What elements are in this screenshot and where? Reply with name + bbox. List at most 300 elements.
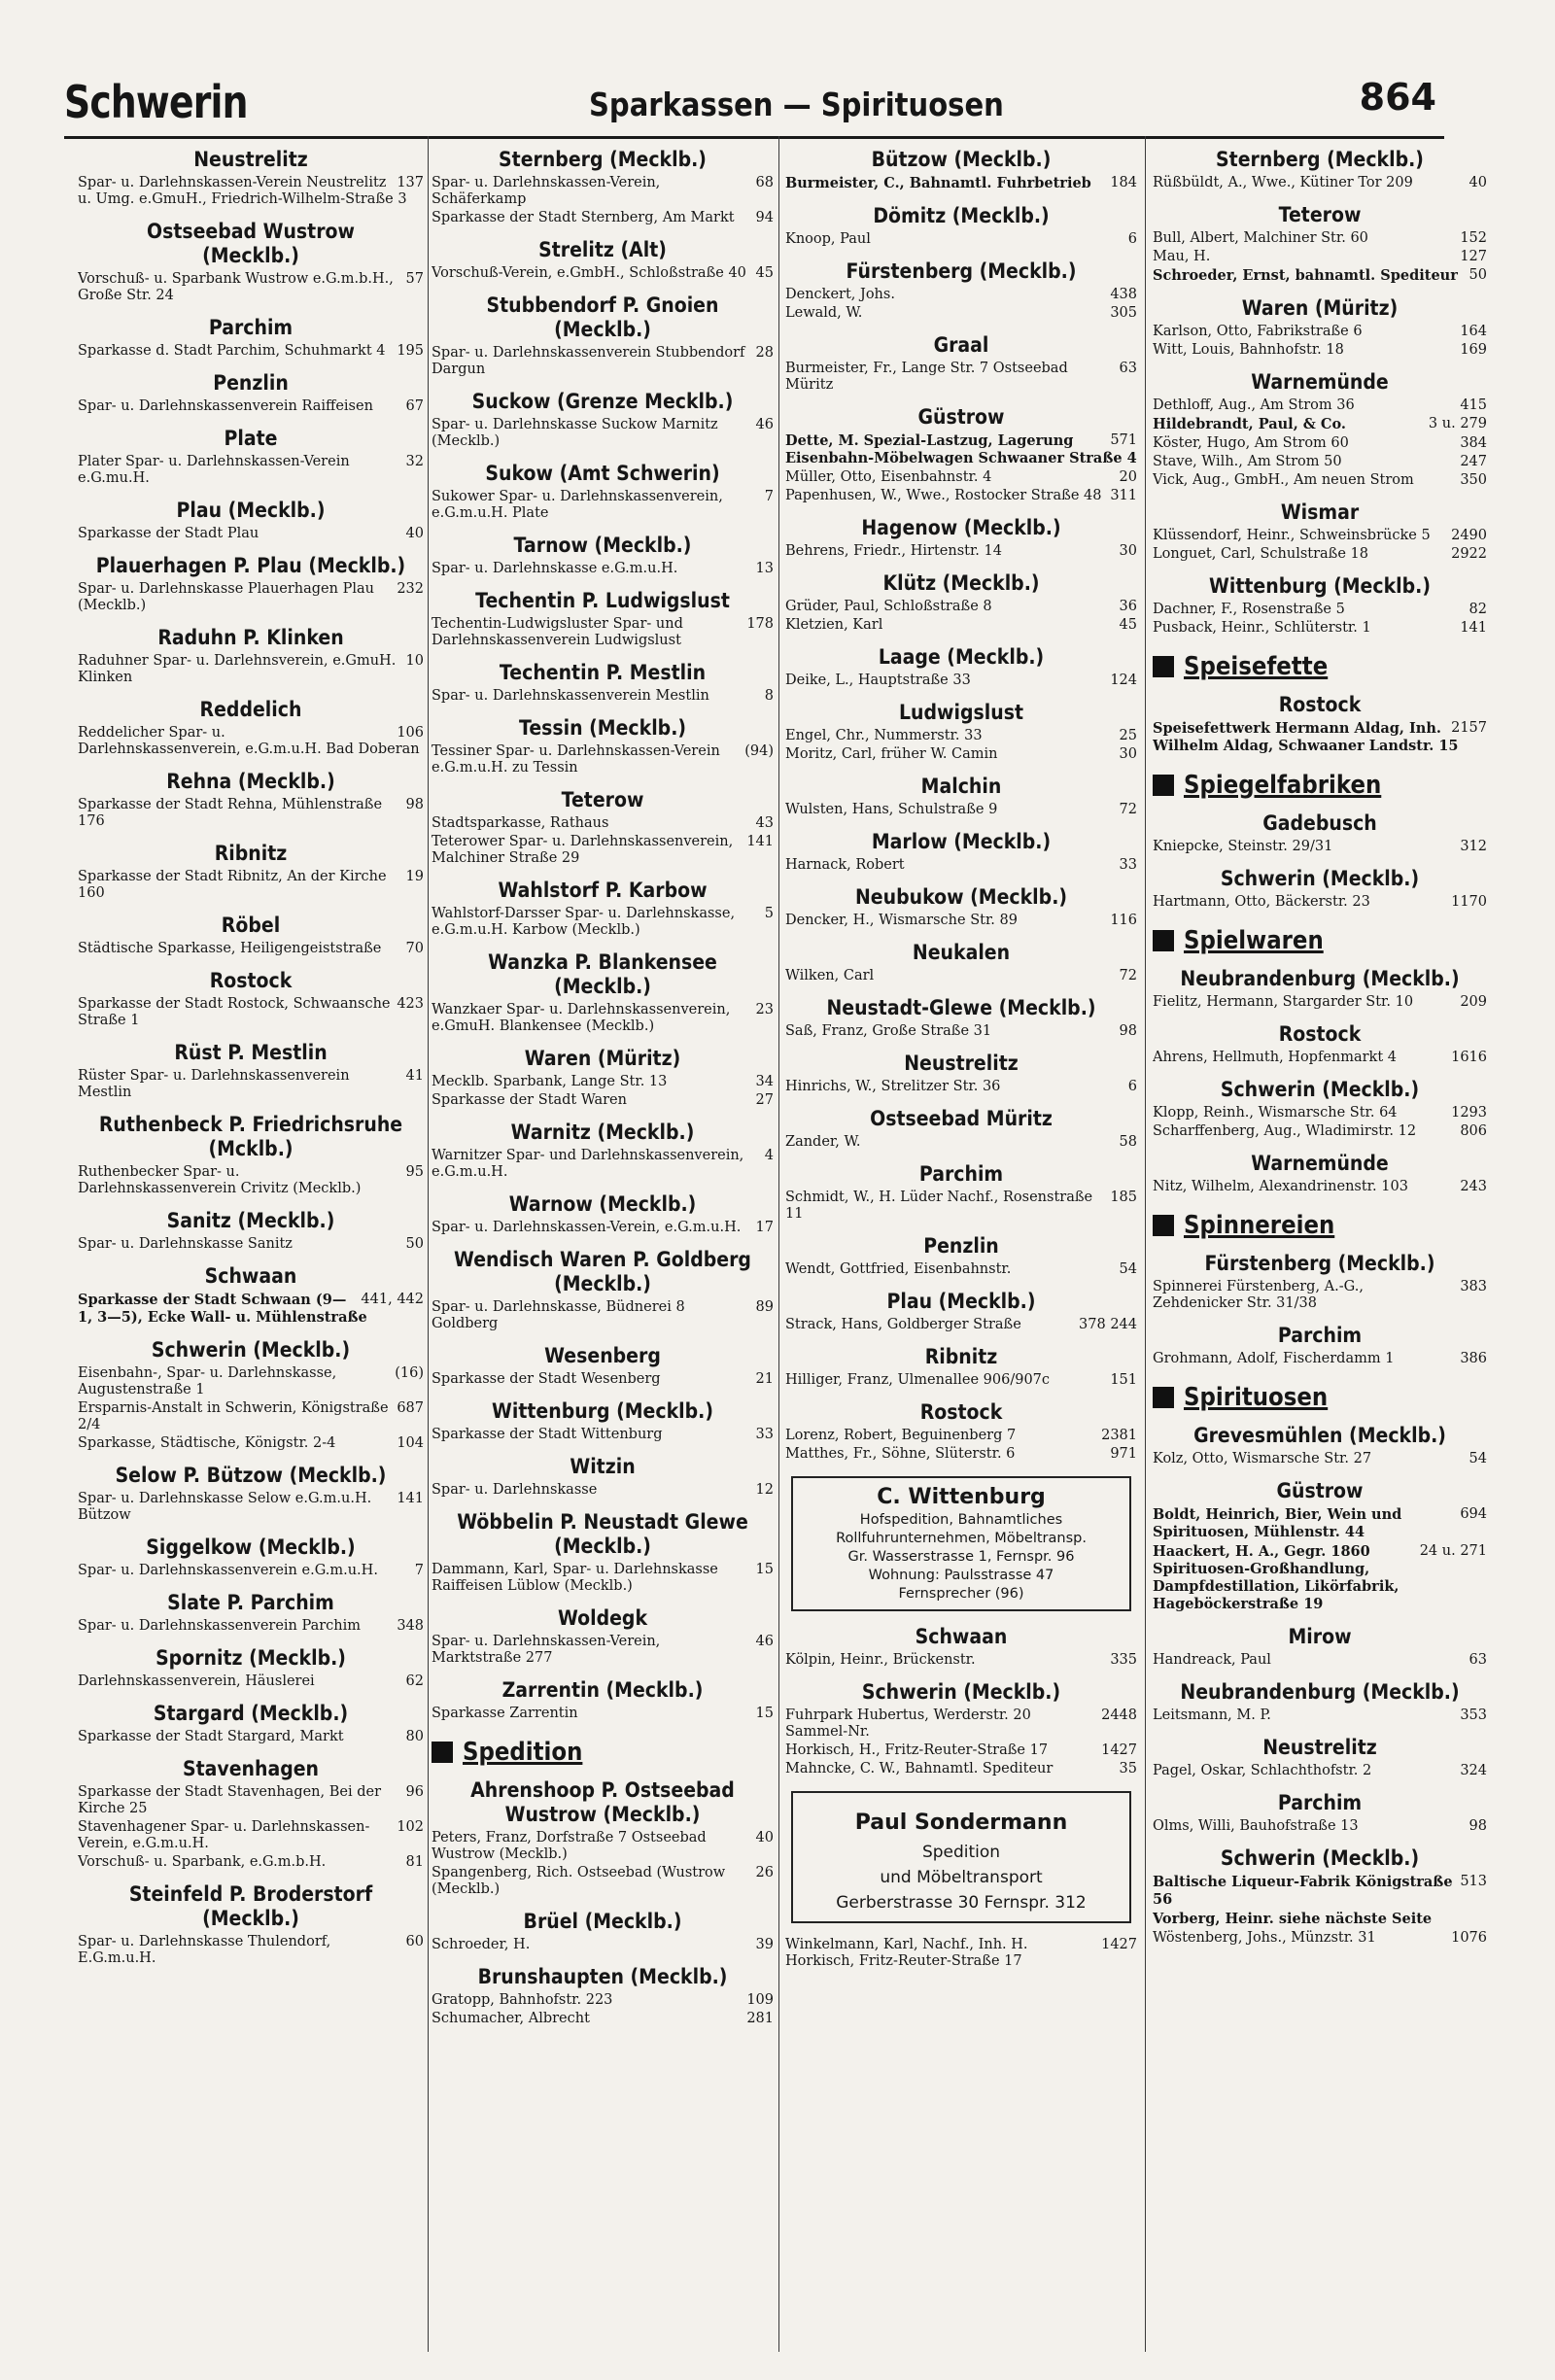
directory-entry xyxy=(432,1092,774,1109)
phone-number: 2922 xyxy=(1451,546,1487,562)
phone-number: 20 xyxy=(1119,469,1137,485)
entry-text: Fielitz, Hermann, Stargarder Str. 10 xyxy=(1153,994,1414,1010)
phone-number: 63 xyxy=(1119,361,1137,376)
directory-entry xyxy=(785,1134,1137,1151)
directory-entry xyxy=(1153,230,1487,247)
advertisement-line: Spedition xyxy=(921,1843,1001,1862)
phone-number: 1076 xyxy=(1451,1930,1487,1946)
entry-text: Spar- u. Darlehnskasse, Büdnerei 8 Goldberg xyxy=(432,1299,685,1331)
entry-text: Spar- u. Darlehnskassen-Verein, Schäferkamp xyxy=(432,175,661,207)
place-heading: Neustadt-Glewe (Mecklb.) xyxy=(826,996,1096,1019)
phone-number: 30 xyxy=(1119,746,1137,762)
entry-text: Sparkasse Zarrentin xyxy=(432,1706,578,1721)
place-heading: Schwerin (Mecklb.) xyxy=(1220,1078,1420,1101)
place-heading: Bützow (Mecklb.) xyxy=(871,148,1052,171)
entry-text: Hilliger, Franz, Ulmenallee 906/907c xyxy=(785,1372,1051,1388)
directory-entry xyxy=(432,834,774,867)
entry-text: Spar- u. Darlehnskasse Suckow Marnitz (Mecklb.) xyxy=(432,417,718,449)
place-heading: Wanzka P. Blankensee (Mecklb.) xyxy=(488,950,717,998)
directory-entry xyxy=(785,913,1137,929)
directory-entry xyxy=(78,1292,424,1327)
directory-entry xyxy=(1153,1123,1487,1140)
place-heading: Neustrelitz xyxy=(193,148,308,171)
place-heading: Schwaan xyxy=(915,1625,1008,1648)
entry-text: Moritz, Carl, früher W. Camin xyxy=(785,746,998,762)
directory-entry xyxy=(785,1446,1137,1463)
place-heading: Plauerhagen P. Plau (Mecklb.) xyxy=(95,554,406,577)
phone-number: 39 xyxy=(755,1937,774,1952)
phone-number: 441, 442 xyxy=(361,1292,424,1307)
directory-entry xyxy=(78,1365,424,1398)
directory-entry xyxy=(785,728,1137,744)
category-heading xyxy=(1153,652,1487,681)
place-heading: Laage (Mecklb.) xyxy=(878,645,1045,669)
entry-text: Plater Spar- u. Darlehnskassen-Verein e.G.mu.H. xyxy=(78,454,350,486)
directory-entry xyxy=(432,1148,774,1181)
phone-number: 81 xyxy=(405,1854,424,1870)
directory-entry xyxy=(78,941,424,957)
phone-number: 96 xyxy=(405,1784,424,1800)
entry-text: Papenhusen, W., Wwe., Rostocker Straße 48 xyxy=(785,488,1102,503)
phone-number: 46 xyxy=(755,1634,774,1649)
place-heading: Techentin P. Mestlin xyxy=(499,661,707,684)
entry-text: Spar- u. Darlehnskassenverein Mestlin xyxy=(432,688,709,704)
directory-entry xyxy=(1153,1818,1487,1835)
category-marker xyxy=(432,1742,453,1763)
place-heading: Fürstenberg (Mecklb.) xyxy=(1204,1252,1435,1275)
phone-number: 423 xyxy=(397,996,424,1012)
place-heading: Sternberg (Mecklb.) xyxy=(1216,148,1424,171)
phone-number: 23 xyxy=(755,1002,774,1018)
place-heading: Sternberg (Mecklb.) xyxy=(499,148,707,171)
place-heading: Strelitz (Alt) xyxy=(538,238,667,261)
entry-text: Deike, L., Hauptstraße 33 xyxy=(785,673,971,688)
category-label: Spiegelfabriken xyxy=(1184,771,1382,800)
phone-number: 94 xyxy=(755,210,774,225)
category-marker xyxy=(1153,775,1174,796)
phone-number: 109 xyxy=(746,1992,774,2008)
phone-number: 62 xyxy=(405,1673,424,1689)
place-heading: Parchim xyxy=(1277,1791,1363,1814)
entry-text: Eisenbahn-, Spar- u. Darlehnskasse, Augustenstraße 1 xyxy=(78,1365,337,1397)
place-heading: Neustrelitz xyxy=(1262,1736,1377,1759)
directory-entry xyxy=(432,743,774,776)
phone-number: 184 xyxy=(1110,175,1137,190)
entry-text: Sparkasse der Stadt Stargard, Markt xyxy=(78,1729,344,1744)
advertisement-line: Fernsprecher (96) xyxy=(898,1586,1024,1602)
directory-entry xyxy=(1153,1543,1487,1613)
directory-entry xyxy=(1153,1652,1487,1669)
entry-text: Mahncke, C. W., Bahnamtl. Spediteur xyxy=(785,1761,1054,1776)
entry-text: Mau, H. xyxy=(1153,249,1211,264)
page-header xyxy=(64,76,1444,139)
advertisement-title: Paul Sondermann xyxy=(854,1811,1068,1835)
directory-entry xyxy=(785,488,1137,504)
directory-entry xyxy=(432,616,774,649)
entry-text: Vorberg, Heinr. siehe nächste Seite xyxy=(1153,1911,1433,1927)
phone-number: 15 xyxy=(755,1706,774,1721)
entry-text: Vorschuß- u. Sparbank Wustrow e.G.m.b.H., Große Str. 24 xyxy=(78,271,394,303)
entry-text: Spar- u. Darlehnskassen-Verein, e.G.m.u.H. xyxy=(432,1220,742,1235)
phone-number: 54 xyxy=(1469,1451,1487,1466)
phone-number: 1293 xyxy=(1451,1105,1487,1121)
directory-entry xyxy=(785,1261,1137,1278)
column-divider xyxy=(1145,136,1146,2352)
phone-number: 21 xyxy=(755,1371,774,1387)
directory-entry xyxy=(785,617,1137,634)
entry-text: Sukower Spar- u. Darlehnskassenverein, e.G.m.u.H. Plate xyxy=(432,489,723,521)
entry-text: Teterower Spar- u. Darlehnskassenverein, Malchiner Straße 29 xyxy=(432,834,734,866)
entry-text: Sparkasse der Stadt Plau xyxy=(78,526,259,541)
directory-entry xyxy=(785,802,1137,818)
entry-text: Sparkasse der Stadt Wesenberg xyxy=(432,1371,661,1387)
entry-text: Sparkasse der Stadt Rostock, Schwaansche Straße 1 xyxy=(78,996,391,1028)
phone-number: 7 xyxy=(764,489,774,504)
entry-text: Dette, M. Spezial-Lastzug, Lagerung Eisenbahn-Möbelwagen Schwaaner Straße 4 xyxy=(785,432,1137,466)
phone-number: 72 xyxy=(1119,968,1137,983)
directory-entry xyxy=(78,1491,424,1524)
entry-text: Peters, Franz, Dorfstraße 7 Ostseebad Wustrow (Mecklb.) xyxy=(432,1830,707,1862)
entry-text: Boldt, Heinrich, Bier, Wein und Spirituosen, Mühlenstr. 44 xyxy=(1153,1506,1402,1540)
phone-number: 50 xyxy=(405,1236,424,1252)
directory-entry xyxy=(1153,324,1487,340)
entry-text: Müller, Otto, Eisenbahnstr. 4 xyxy=(785,469,992,485)
place-heading: Ribnitz xyxy=(924,1345,998,1368)
directory-entry xyxy=(432,561,774,577)
entry-text: Saß, Franz, Große Straße 31 xyxy=(785,1023,992,1039)
place-heading: Penzlin xyxy=(213,371,289,395)
place-heading: Schwerin (Mecklb.) xyxy=(1220,1846,1420,1870)
directory-entry xyxy=(785,469,1137,486)
category-heading xyxy=(1153,1211,1487,1240)
category-marker xyxy=(1153,1215,1174,1236)
phone-number: 247 xyxy=(1460,454,1487,469)
place-heading: Techentin P. Ludwigslust xyxy=(475,589,730,612)
directory-entry xyxy=(78,1400,424,1433)
entry-text: Dethloff, Aug., Am Strom 36 xyxy=(1153,397,1355,413)
directory-entry xyxy=(432,1002,774,1035)
directory-entry xyxy=(785,746,1137,763)
place-heading: Röbel xyxy=(221,914,281,937)
place-heading: Neubukow (Mecklb.) xyxy=(854,885,1068,909)
entry-text: Spar- u. Darlehnskassen-Verein Neustrelitz u. Umg. e.GmuH., Friedrich-Wilhelm-Straße 3 xyxy=(78,175,407,207)
phone-number: 19 xyxy=(405,869,424,884)
directory-entry xyxy=(1153,546,1487,563)
phone-number: 348 xyxy=(397,1618,424,1634)
place-heading: Graal xyxy=(933,333,989,357)
place-heading: Sukow (Amt Schwerin) xyxy=(485,462,720,485)
directory-entry xyxy=(1153,1179,1487,1195)
entry-text: Matthes, Fr., Söhne, Slüterstr. 6 xyxy=(785,1446,1016,1462)
entry-text: Spar- u. Darlehnskasse Thulendorf, E.G.m.u.H. xyxy=(78,1934,331,1966)
directory-entry xyxy=(432,1074,774,1090)
directory-entry xyxy=(78,454,424,487)
column-2 xyxy=(432,136,774,2362)
place-heading: Schwerin (Mecklb.) xyxy=(861,1680,1061,1704)
directory-entry xyxy=(785,543,1137,560)
phone-number: 178 xyxy=(746,616,774,632)
entry-text: Spinnerei Fürstenberg, A.-G., Zehdenicker Str. 31/38 xyxy=(1153,1279,1364,1311)
advertisement-line: Rollfuhrunternehmen, Möbeltransp. xyxy=(836,1531,1087,1546)
place-heading: Penzlin xyxy=(923,1234,999,1258)
directory-entry xyxy=(432,417,774,450)
phone-number: 35 xyxy=(1119,1761,1137,1776)
place-heading: Ostseebad Wustrow (Mecklb.) xyxy=(146,220,355,267)
directory-entry xyxy=(1153,454,1487,470)
directory-entry xyxy=(785,968,1137,984)
entry-text: Behrens, Friedr., Hirtenstr. 14 xyxy=(785,543,1002,559)
place-heading: Ostseebad Müritz xyxy=(870,1107,1053,1130)
directory-entry xyxy=(1153,720,1487,755)
entry-text: Spar- u. Darlehnskassenverein Stubbendorf Dargun xyxy=(432,345,745,377)
category-label: Spielwaren xyxy=(1184,926,1324,955)
entry-text: Stavenhagener Spar- u. Darlehnskassen-Verein, e.G.m.u.H. xyxy=(78,1819,370,1851)
directory-entry xyxy=(785,1707,1137,1741)
entry-text: Grüder, Paul, Schloßstraße 8 xyxy=(785,599,992,614)
phone-number: 17 xyxy=(755,1220,774,1235)
place-heading: Rostock xyxy=(1278,693,1362,716)
place-heading: Güstrow xyxy=(917,405,1005,429)
place-heading: Neubrandenburg (Mecklb.) xyxy=(1180,967,1460,990)
entry-text: Spar- u. Darlehnskasse e.G.m.u.H. xyxy=(432,561,678,576)
phone-number: 58 xyxy=(1119,1134,1137,1150)
directory-entry xyxy=(78,1435,424,1452)
entry-text: Spar- u. Darlehnskassenverein Raiffeisen xyxy=(78,398,373,414)
directory-entry xyxy=(432,1220,774,1236)
entry-text: Stave, Wilh., Am Strom 50 xyxy=(1153,454,1342,469)
phone-number: 571 xyxy=(1110,432,1137,448)
directory-entry xyxy=(785,361,1137,394)
directory-entry xyxy=(785,1190,1137,1223)
phone-number: 2381 xyxy=(1101,1428,1137,1443)
directory-entry xyxy=(432,210,774,226)
phone-number: 8 xyxy=(764,688,774,704)
phone-number: 98 xyxy=(1469,1818,1487,1834)
place-heading: Steinfeld P. Broderstorf (Mecklb.) xyxy=(128,1882,373,1930)
directory-entry xyxy=(1153,1930,1487,1947)
phone-number: 5 xyxy=(764,906,774,921)
directory-entry xyxy=(1153,175,1487,191)
directory-entry xyxy=(78,526,424,542)
entry-text: Burmeister, Fr., Lange Str. 7 Ostseebad Müritz xyxy=(785,361,1068,393)
advertisement-line: und Möbeltransport xyxy=(880,1868,1043,1887)
phone-number: 3 u. 279 xyxy=(1428,416,1487,431)
place-heading: Warnemünde xyxy=(1251,370,1389,394)
place-heading: Zarrentin (Mecklb.) xyxy=(501,1678,704,1702)
directory-entry xyxy=(785,1937,1137,1970)
phone-number: 353 xyxy=(1460,1707,1487,1723)
directory-entry xyxy=(432,1992,774,2009)
directory-entry xyxy=(432,1634,774,1667)
place-heading: Grevesmühlen (Mecklb.) xyxy=(1193,1424,1446,1447)
directory-entry xyxy=(432,1706,774,1722)
category-marker xyxy=(1153,1387,1174,1408)
place-heading: Wöbbelin P. Neustadt Glewe (Mecklb.) xyxy=(457,1510,748,1558)
phone-number: 971 xyxy=(1110,1446,1137,1462)
directory-entry xyxy=(1153,342,1487,359)
phone-number: 15 xyxy=(755,1562,774,1577)
place-heading: Dömitz (Mecklb.) xyxy=(873,204,1050,227)
directory-entry xyxy=(785,673,1137,689)
phone-number: 80 xyxy=(405,1729,424,1744)
entry-text: Witt, Louis, Bahnhofstr. 18 xyxy=(1153,342,1344,358)
directory-entry xyxy=(78,725,424,758)
phone-number: 438 xyxy=(1110,287,1137,302)
entry-text: Spar- u. Darlehnskasse Plauerhagen Plau (Mecklb.) xyxy=(78,581,374,613)
phone-number: 63 xyxy=(1469,1652,1487,1668)
directory-entry xyxy=(1153,1105,1487,1121)
entry-text: Sparkasse, Städtische, Königstr. 2-4 xyxy=(78,1435,336,1451)
directory-entry xyxy=(78,581,424,614)
directory-entry xyxy=(432,1299,774,1332)
category-heading xyxy=(1153,771,1487,800)
entry-text: Gratopp, Bahnhofstr. 223 xyxy=(432,1992,613,2008)
place-heading: Plau (Mecklb.) xyxy=(886,1290,1036,1313)
entry-text: Sparkasse der Stadt Wittenburg xyxy=(432,1427,663,1442)
phone-number: 687 xyxy=(397,1400,424,1416)
phone-number: (16) xyxy=(395,1365,424,1381)
entry-text: Sparkasse der Stadt Ribnitz, An der Kirche 160 xyxy=(78,869,387,901)
phone-number: 40 xyxy=(405,526,424,541)
place-heading: Waren (Müritz) xyxy=(1241,296,1399,320)
directory-entry xyxy=(432,2011,774,2027)
entry-text: Kolz, Otto, Wismarsche Str. 27 xyxy=(1153,1451,1372,1466)
phone-number: 137 xyxy=(397,175,424,190)
place-heading: Gadebusch xyxy=(1262,811,1377,835)
phone-number: 50 xyxy=(1469,267,1487,283)
phone-number: 141 xyxy=(1460,620,1487,636)
place-heading: Wahlstorf P. Karbow xyxy=(498,879,708,902)
place-heading: Spornitz (Mecklb.) xyxy=(156,1646,346,1670)
directory-entry xyxy=(1153,1351,1487,1367)
entry-text: Longuet, Carl, Schulstraße 18 xyxy=(1153,546,1369,562)
place-heading: Wesenberg xyxy=(544,1344,661,1367)
place-heading: Warnitz (Mecklb.) xyxy=(510,1121,695,1144)
entry-text: Schmidt, W., H. Lüder Nachf., Rosenstraße 11 xyxy=(785,1190,1093,1222)
phone-number: 185 xyxy=(1110,1190,1137,1205)
entry-text: Städtische Sparkasse, Heiligengeiststraße xyxy=(78,941,382,956)
directory-entry xyxy=(785,1428,1137,1444)
directory-entry xyxy=(1153,1451,1487,1467)
entry-text: Ruthenbecker Spar- u. Darlehnskassenverein Crivitz (Mecklb.) xyxy=(78,1164,362,1196)
category-label: Spinnereien xyxy=(1184,1211,1335,1240)
phone-number: 46 xyxy=(755,417,774,432)
column-divider xyxy=(778,136,779,2352)
entry-text: Rüßbüldt, A., Wwe., Kütiner Tor 209 xyxy=(1153,175,1413,190)
directory-entry xyxy=(78,1729,424,1745)
entry-text: Klüssendorf, Heinr., Schweinsbrücke 5 xyxy=(1153,528,1431,543)
phone-number: 28 xyxy=(755,345,774,361)
entry-text: Harnack, Robert xyxy=(785,857,905,873)
place-heading: Wittenburg (Mecklb.) xyxy=(1209,574,1431,598)
entry-text: Zander, W. xyxy=(785,1134,861,1150)
directory-entry xyxy=(432,1371,774,1388)
entry-text: Nitz, Wilhelm, Alexandrinenstr. 103 xyxy=(1153,1179,1408,1194)
entry-text: Speisefettwerk Hermann Aldag, Inh. Wilhelm Aldag, Schwaaner Landstr. 15 xyxy=(1153,720,1459,754)
column-3 xyxy=(785,136,1137,2362)
directory-entry xyxy=(432,1830,774,1863)
entry-text: Spar- u. Darlehnskasse Selow e.G.m.u.H. Bützow xyxy=(78,1491,372,1523)
entry-text: Dammann, Karl, Spar- u. Darlehnskasse Raiffeisen Lüblow (Mecklb.) xyxy=(432,1562,718,1594)
directory-entry xyxy=(432,1562,774,1595)
phone-number: 45 xyxy=(755,265,774,281)
category-heading xyxy=(1153,926,1487,955)
directory-entry xyxy=(785,175,1137,192)
advertisement-box xyxy=(791,1476,1131,1611)
phone-number: 164 xyxy=(1460,324,1487,339)
entry-text: Bull, Albert, Malchiner Str. 60 xyxy=(1153,230,1368,246)
directory-entry xyxy=(1153,894,1487,911)
entry-text: Reddelicher Spar- u. Darlehnskassenverein, e.G.m.u.H. Bad Doberan xyxy=(78,725,420,757)
place-heading: Wismar xyxy=(1280,500,1360,524)
directory-entry xyxy=(785,599,1137,615)
place-heading: Parchim xyxy=(918,1162,1004,1186)
category-heading xyxy=(432,1738,774,1767)
directory-entry xyxy=(78,1784,424,1817)
phone-number: 68 xyxy=(755,175,774,190)
directory-entry xyxy=(1153,1279,1487,1312)
place-heading: Neukalen xyxy=(912,941,1011,964)
phone-number: 124 xyxy=(1110,673,1137,688)
directory-entry xyxy=(1153,1707,1487,1724)
entry-text: Raduhner Spar- u. Darlehnsverein, e.GmuH. Klinken xyxy=(78,653,397,685)
place-heading: Rüst P. Mestlin xyxy=(174,1041,328,1064)
entry-text: Handreack, Paul xyxy=(1153,1652,1271,1668)
directory-entry xyxy=(78,1673,424,1690)
entry-text: Kölpin, Heinr., Brückenstr. xyxy=(785,1652,976,1668)
phone-number: 6 xyxy=(1127,1079,1137,1094)
phone-number: 335 xyxy=(1110,1652,1137,1668)
entry-text: Sparkasse der Stadt Sternberg, Am Markt xyxy=(432,210,735,225)
column-4 xyxy=(1153,136,1487,2362)
place-heading: Schwaan xyxy=(204,1264,297,1288)
entry-text: Warnitzer Spar- und Darlehnskassenverein, e.G.m.u.H. xyxy=(432,1148,744,1180)
phone-number: 95 xyxy=(405,1164,424,1180)
entry-text: Dachner, F., Rosenstraße 5 xyxy=(1153,602,1345,617)
entry-text: Horkisch, H., Fritz-Reuter-Straße 17 xyxy=(785,1742,1049,1758)
directory-entry xyxy=(78,1819,424,1852)
entry-text: Sparkasse d. Stadt Parchim, Schuhmarkt 4 xyxy=(78,343,386,359)
place-heading: Neustrelitz xyxy=(904,1052,1019,1075)
city-title: Schwerin xyxy=(64,76,248,128)
phone-number: 41 xyxy=(405,1068,424,1084)
category-label: Speisefette xyxy=(1184,652,1329,681)
place-heading: Rehna (Mecklb.) xyxy=(166,770,335,793)
phone-number: 102 xyxy=(397,1819,424,1835)
place-heading: Ribnitz xyxy=(214,842,288,865)
directory-entry xyxy=(785,1652,1137,1669)
entry-text: Klopp, Reinh., Wismarsche Str. 64 xyxy=(1153,1105,1398,1121)
phone-number: 378 244 xyxy=(1079,1317,1137,1332)
directory-entry xyxy=(1153,267,1487,285)
phone-number: 12 xyxy=(755,1482,774,1498)
page-number: 864 xyxy=(1359,76,1436,119)
entry-text: Denckert, Johs. xyxy=(785,287,895,302)
entry-text: Leitsmann, M. P. xyxy=(1153,1707,1271,1723)
directory-entry xyxy=(785,1023,1137,1040)
directory-entry xyxy=(1153,620,1487,637)
entry-text: Baltische Liqueur-Fabrik Königstraße 56 xyxy=(1153,1874,1453,1908)
entry-text: Spar- u. Darlehnskassenverein Parchim xyxy=(78,1618,362,1634)
phone-number: 152 xyxy=(1460,230,1487,246)
phone-number: 60 xyxy=(405,1934,424,1949)
entry-text: Spar- u. Darlehnskasse xyxy=(432,1482,598,1498)
place-heading: Rostock xyxy=(919,1400,1003,1424)
directory-entry xyxy=(1153,1050,1487,1066)
phone-number: 1170 xyxy=(1451,894,1487,910)
phone-number: 350 xyxy=(1460,472,1487,488)
directory-entry xyxy=(78,175,424,208)
